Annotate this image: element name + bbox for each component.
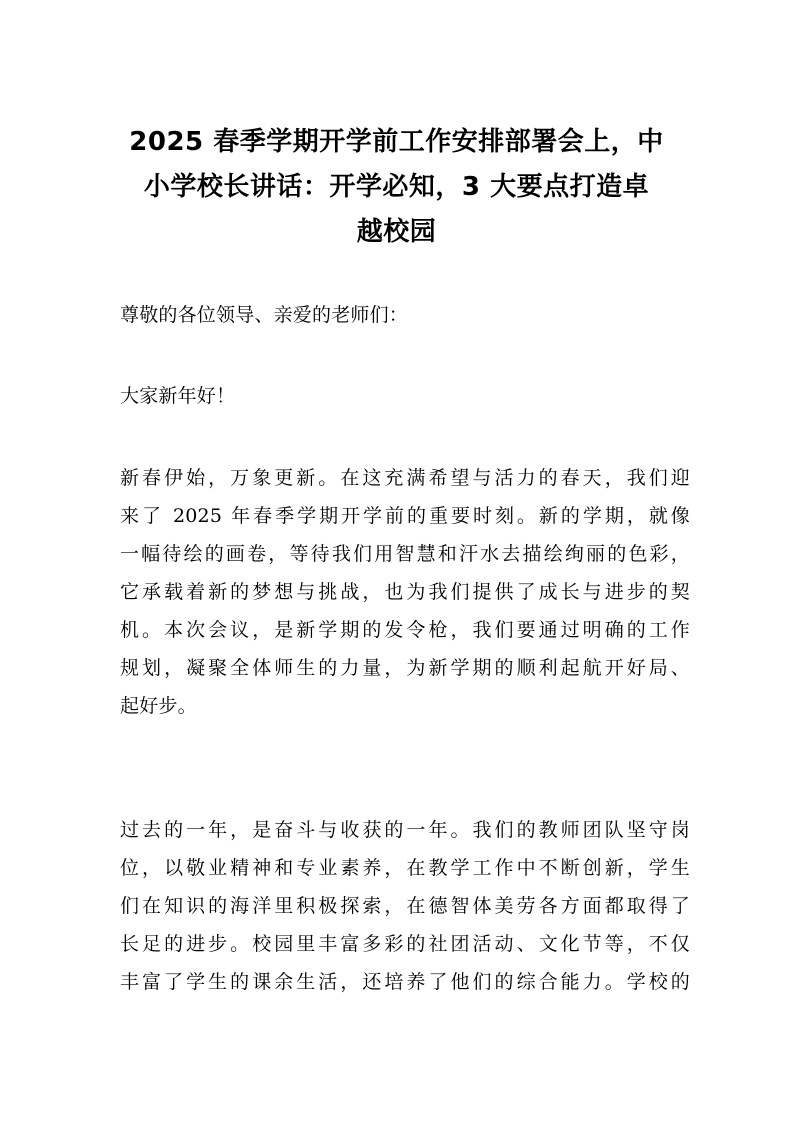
title-line: 越校园 [356, 217, 437, 247]
paragraph-line: 机。本次会议，是新学期的发令枪，我们要通过明确的工作 [120, 619, 690, 641]
paragraph-line: 位，以敬业精神和专业素养，在教学工作中不断创新，学生 [120, 857, 690, 879]
paragraph-line: 起好步。 [120, 695, 197, 717]
salutation [120, 296, 690, 334]
title-line: 2025 春季学期开学前工作安排部署会上，中 [129, 127, 664, 157]
paragraph-2 [120, 811, 690, 1001]
salutation-text: 尊敬的各位领导、亲爱的老师们： [120, 304, 409, 326]
paragraph-line: 丰富了学生的课余生活，还培养了他们的综合能力。学校的 [120, 971, 690, 993]
paragraph-line: 来了 2025 年春季学期开学前的重要时刻。新的学期，就像 [120, 505, 690, 527]
paragraph-line: 规划，凝聚全体师生的力量，为新学期的顺利起航开好局、 [120, 657, 690, 679]
paragraph-line: 长足的进步。校园里丰富多彩的社团活动、文化节等，不仅 [120, 933, 690, 955]
greeting-text: 大家新年好！ [120, 385, 236, 407]
paragraph-line: 新春伊始，万象更新。在这充满希望与活力的春天，我们迎 [120, 467, 690, 489]
document-title [100, 120, 693, 255]
paragraph-line: 一幅待绘的画卷，等待我们用智慧和汗水去描绘绚丽的色彩， [120, 543, 690, 565]
paragraph-1 [120, 459, 690, 725]
paragraph-line: 它承载着新的梦想与挑战，也为我们提供了成长与进步的契 [120, 581, 690, 603]
paragraph-line: 们在知识的海洋里积极探索，在德智体美劳各方面都取得了 [120, 895, 690, 917]
greeting [120, 377, 690, 415]
paragraph-line: 过去的一年，是奋斗与收获的一年。我们的教师团队坚守岗 [120, 819, 690, 841]
title-line: 小学校长讲话：开学必知，3 大要点打造卓 [143, 172, 650, 202]
